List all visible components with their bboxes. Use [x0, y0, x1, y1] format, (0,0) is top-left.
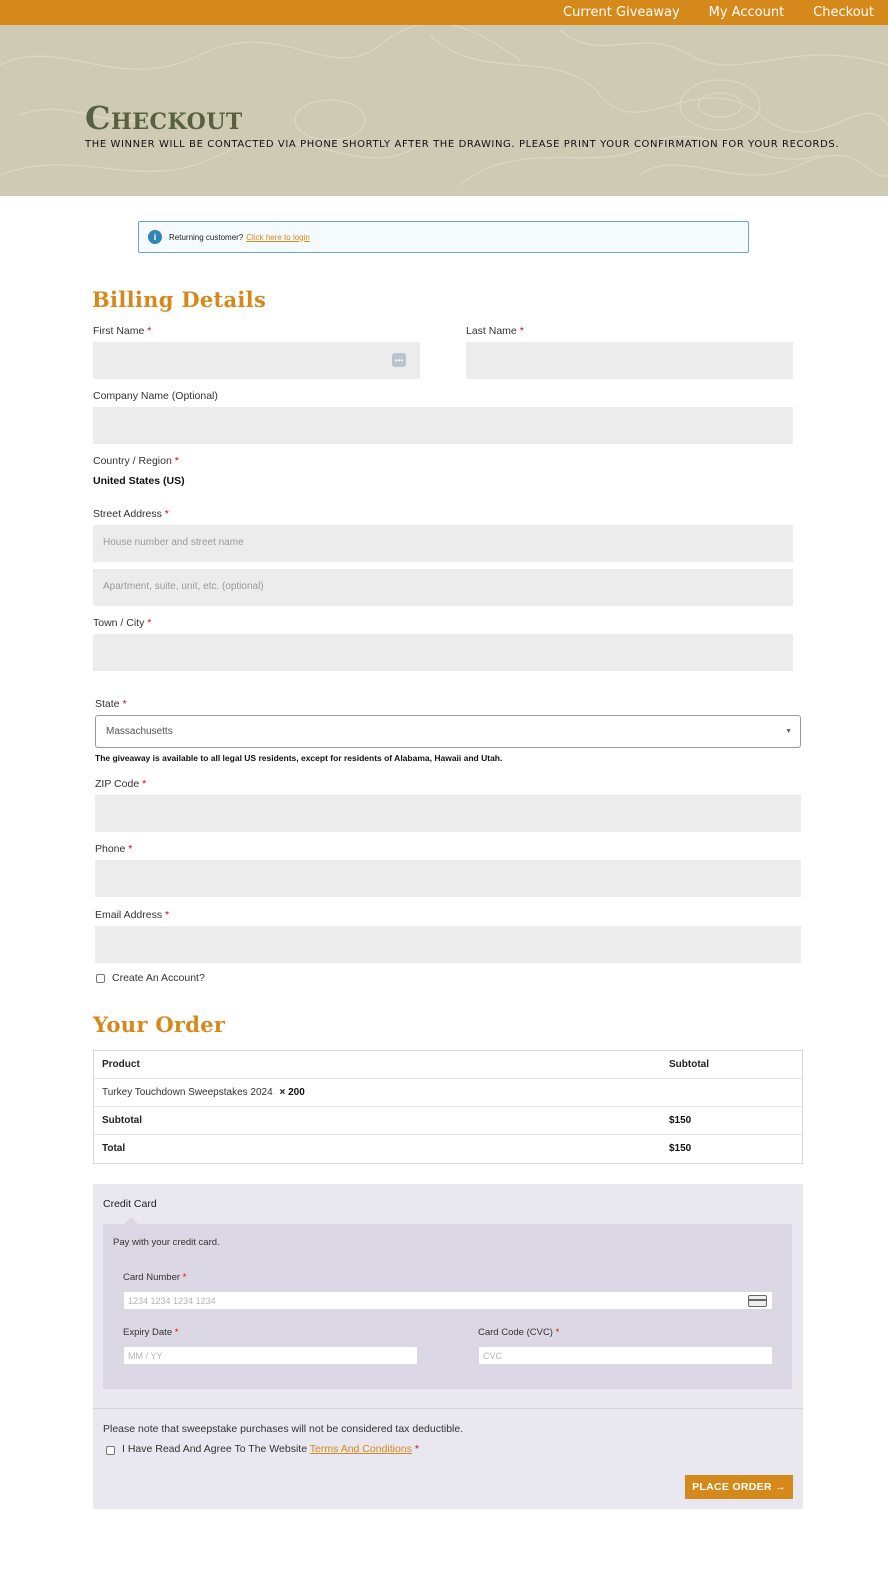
tax-note: Please note that sweepstake purchases will not be considered tax deductible. — [103, 1423, 464, 1435]
card-number-input[interactable] — [123, 1291, 773, 1310]
top-bar — [0, 0, 888, 25]
country-label-text: Country / Region — [93, 455, 172, 467]
nav-current-giveaway[interactable]: Current Giveaway — [563, 5, 680, 20]
required-mark: * — [147, 325, 152, 337]
terms-checkbox[interactable] — [106, 1446, 115, 1455]
country-value: United States (US) — [93, 475, 185, 487]
zip-label-text: ZIP Code — [95, 778, 140, 790]
order-item-qty: × 200 — [279, 1087, 305, 1098]
required-mark: * — [165, 909, 170, 921]
place-order-button[interactable]: PLACE ORDER → — [685, 1475, 793, 1499]
required-mark: * — [142, 778, 147, 790]
subtotal-value: $150 — [669, 1115, 692, 1126]
required-mark: * — [519, 325, 524, 337]
last-name-label — [466, 325, 524, 337]
expiry-label-text: Expiry Date — [123, 1327, 173, 1338]
order-item — [102, 1087, 305, 1098]
payment-divider — [93, 1408, 803, 1409]
create-account-checkbox[interactable] — [96, 974, 105, 983]
hero-banner — [0, 25, 888, 196]
order-header-row — [94, 1051, 802, 1079]
credit-card-icon — [748, 1295, 767, 1307]
street-label — [93, 508, 169, 520]
cvc-input[interactable] — [478, 1346, 773, 1365]
card-number-placeholder: 1234 1234 1234 1234 — [128, 1296, 216, 1306]
required-mark: * — [555, 1327, 560, 1338]
total-value: $150 — [669, 1143, 692, 1154]
terms-prefix: I Have Read And Agree To The Website — [122, 1443, 308, 1455]
required-mark: * — [147, 617, 152, 629]
required-mark: * — [122, 698, 127, 710]
credit-card-box — [103, 1224, 792, 1389]
email-input[interactable] — [95, 926, 801, 963]
card-number-label — [123, 1272, 186, 1283]
first-name-label — [93, 325, 151, 337]
order-title: Your Order — [93, 1012, 226, 1037]
top-nav — [563, 0, 874, 25]
subtotal-label: Subtotal — [102, 1115, 142, 1126]
chevron-down-icon: ▼ — [785, 728, 792, 735]
company-label: Company Name (Optional) — [93, 390, 218, 402]
nav-checkout[interactable]: Checkout — [813, 5, 874, 20]
last-name-label-text: Last Name — [466, 325, 517, 337]
total-label: Total — [102, 1143, 126, 1154]
state-selected-value: Massachusetts — [106, 726, 173, 737]
payment-description: Pay with your credit card. — [113, 1237, 220, 1248]
order-item-row — [94, 1079, 802, 1107]
required-mark: * — [174, 455, 179, 467]
state-label — [95, 698, 127, 710]
order-total-row — [94, 1135, 802, 1163]
password-manager-icon[interactable]: ••• — [392, 353, 406, 367]
returning-customer-notice — [138, 221, 749, 253]
info-icon: i — [148, 230, 162, 244]
product-header: Product — [102, 1059, 140, 1070]
city-label-text: Town / City — [93, 617, 145, 629]
street-placeholder: House number and street name — [103, 537, 244, 548]
street-label-text: Street Address — [93, 508, 162, 520]
city-label — [93, 617, 151, 629]
page-title: Checkout — [85, 99, 243, 137]
login-link[interactable]: Click here to login — [246, 232, 310, 242]
create-account-label: Create An Account? — [112, 972, 205, 984]
card-number-label-text: Card Number — [123, 1272, 181, 1283]
required-mark: * — [128, 843, 133, 855]
terms-label — [122, 1443, 419, 1455]
payment-section — [93, 1184, 803, 1509]
phone-label — [95, 843, 132, 855]
page-subtitle: THE WINNER WILL BE CONTACTED VIA PHONE SHORTLY AFTER THE DRAWING. PLEASE PRINT YOUR CONFIRMATION FOR YOUR RECORDS. — [85, 139, 840, 150]
expiry-label — [123, 1327, 178, 1338]
required-mark: * — [414, 1443, 419, 1455]
billing-title: Billing Details — [92, 287, 267, 312]
last-name-input[interactable] — [466, 342, 793, 379]
cvc-placeholder: CVC — [483, 1351, 503, 1361]
expiry-input[interactable] — [123, 1346, 418, 1365]
required-mark: * — [174, 1327, 179, 1338]
state-eligibility-note: The giveaway is available to all legal US residents, except for residents of Alabama, Hawaii and Utah. — [95, 753, 503, 763]
city-input[interactable] — [93, 634, 793, 671]
company-input[interactable] — [93, 407, 793, 444]
expiry-placeholder: MM / YY — [128, 1351, 163, 1361]
required-mark: * — [182, 1272, 187, 1283]
cvc-label — [478, 1327, 559, 1338]
phone-label-text: Phone — [95, 843, 126, 855]
zip-label — [95, 778, 146, 790]
state-label-text: State — [95, 698, 120, 710]
phone-input[interactable] — [95, 860, 801, 897]
notice-text: Returning customer? — [169, 232, 244, 242]
subtotal-header: Subtotal — [669, 1059, 709, 1070]
street-address2-input[interactable] — [93, 569, 793, 606]
first-name-input[interactable] — [93, 342, 420, 379]
country-label — [93, 455, 179, 467]
terms-link[interactable]: Terms And Conditions — [309, 1443, 412, 1455]
payment-method-credit-card[interactable]: Credit Card — [103, 1198, 157, 1210]
email-label-text: Email Address — [95, 909, 163, 921]
nav-my-account[interactable]: My Account — [708, 5, 785, 20]
cvc-label-text: Card Code (CVC) — [478, 1327, 553, 1338]
zip-input[interactable] — [95, 795, 801, 832]
street-address-input[interactable] — [93, 525, 793, 562]
order-item-name: Turkey Touchdown Sweepstakes 2024 — [102, 1087, 273, 1098]
order-table — [93, 1050, 803, 1164]
street2-placeholder: Apartment, suite, unit, etc. (optional) — [103, 581, 264, 592]
first-name-label-text: First Name — [93, 325, 145, 337]
required-mark: * — [164, 508, 169, 520]
email-label — [95, 909, 169, 921]
state-select[interactable] — [95, 715, 801, 748]
order-subtotal-row — [94, 1107, 802, 1135]
